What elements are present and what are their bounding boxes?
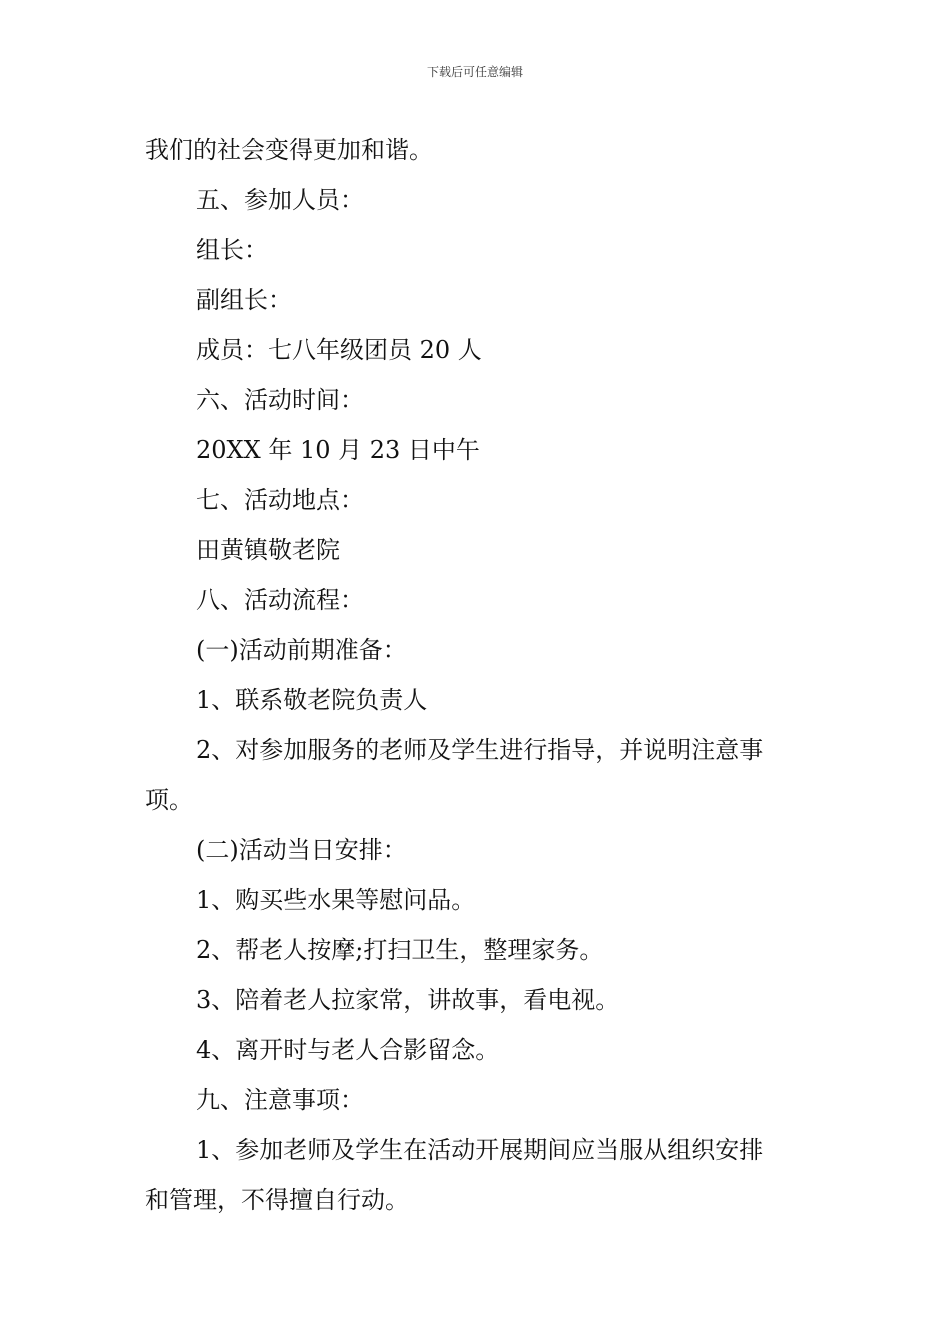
- list-item: 2、帮老人按摩;打扫卫生，整理家务。: [196, 936, 604, 964]
- document-body: [145, 125, 810, 1225]
- list-item: 3、陪着老人拉家常，讲故事，看电视。: [196, 986, 620, 1014]
- paragraph-line: 副组长：: [196, 286, 292, 314]
- list-item: 1、参加老师及学生在活动开展期间应当服从组织安排: [196, 1136, 764, 1164]
- subsection-heading: (一)活动前期准备：: [196, 636, 407, 664]
- list-item-continuation: 和管理，不得擅自行动。: [145, 1186, 409, 1214]
- list-item: 1、联系敬老院负责人: [196, 686, 428, 714]
- section-heading-location: 七、活动地点：: [196, 486, 364, 514]
- subsection-heading: (二)活动当日安排：: [196, 836, 407, 864]
- section-heading-time: 六、活动时间：: [196, 386, 364, 414]
- paragraph-line: 我们的社会变得更加和谐。: [145, 136, 433, 164]
- page-header: 下载后可任意编辑: [426, 65, 523, 79]
- paragraph-line: 田黄镇敬老院: [196, 536, 340, 564]
- list-item-continuation: 项。: [145, 786, 193, 814]
- section-heading-participants: 五、参加人员：: [196, 186, 364, 214]
- paragraph-line: 组长：: [196, 236, 268, 264]
- paragraph-line: 成员：七八年级团员 20 人: [196, 336, 482, 364]
- paragraph-line: 20XX 年 10 月 23 日中午: [196, 436, 480, 464]
- section-heading-process: 八、活动流程：: [196, 586, 364, 614]
- list-item: 1、购买些水果等慰问品。: [196, 886, 476, 914]
- list-item: 2、对参加服务的老师及学生进行指导，并说明注意事: [196, 736, 764, 764]
- list-item: 4、离开时与老人合影留念。: [196, 1036, 500, 1064]
- section-heading-notes: 九、注意事项：: [196, 1086, 364, 1114]
